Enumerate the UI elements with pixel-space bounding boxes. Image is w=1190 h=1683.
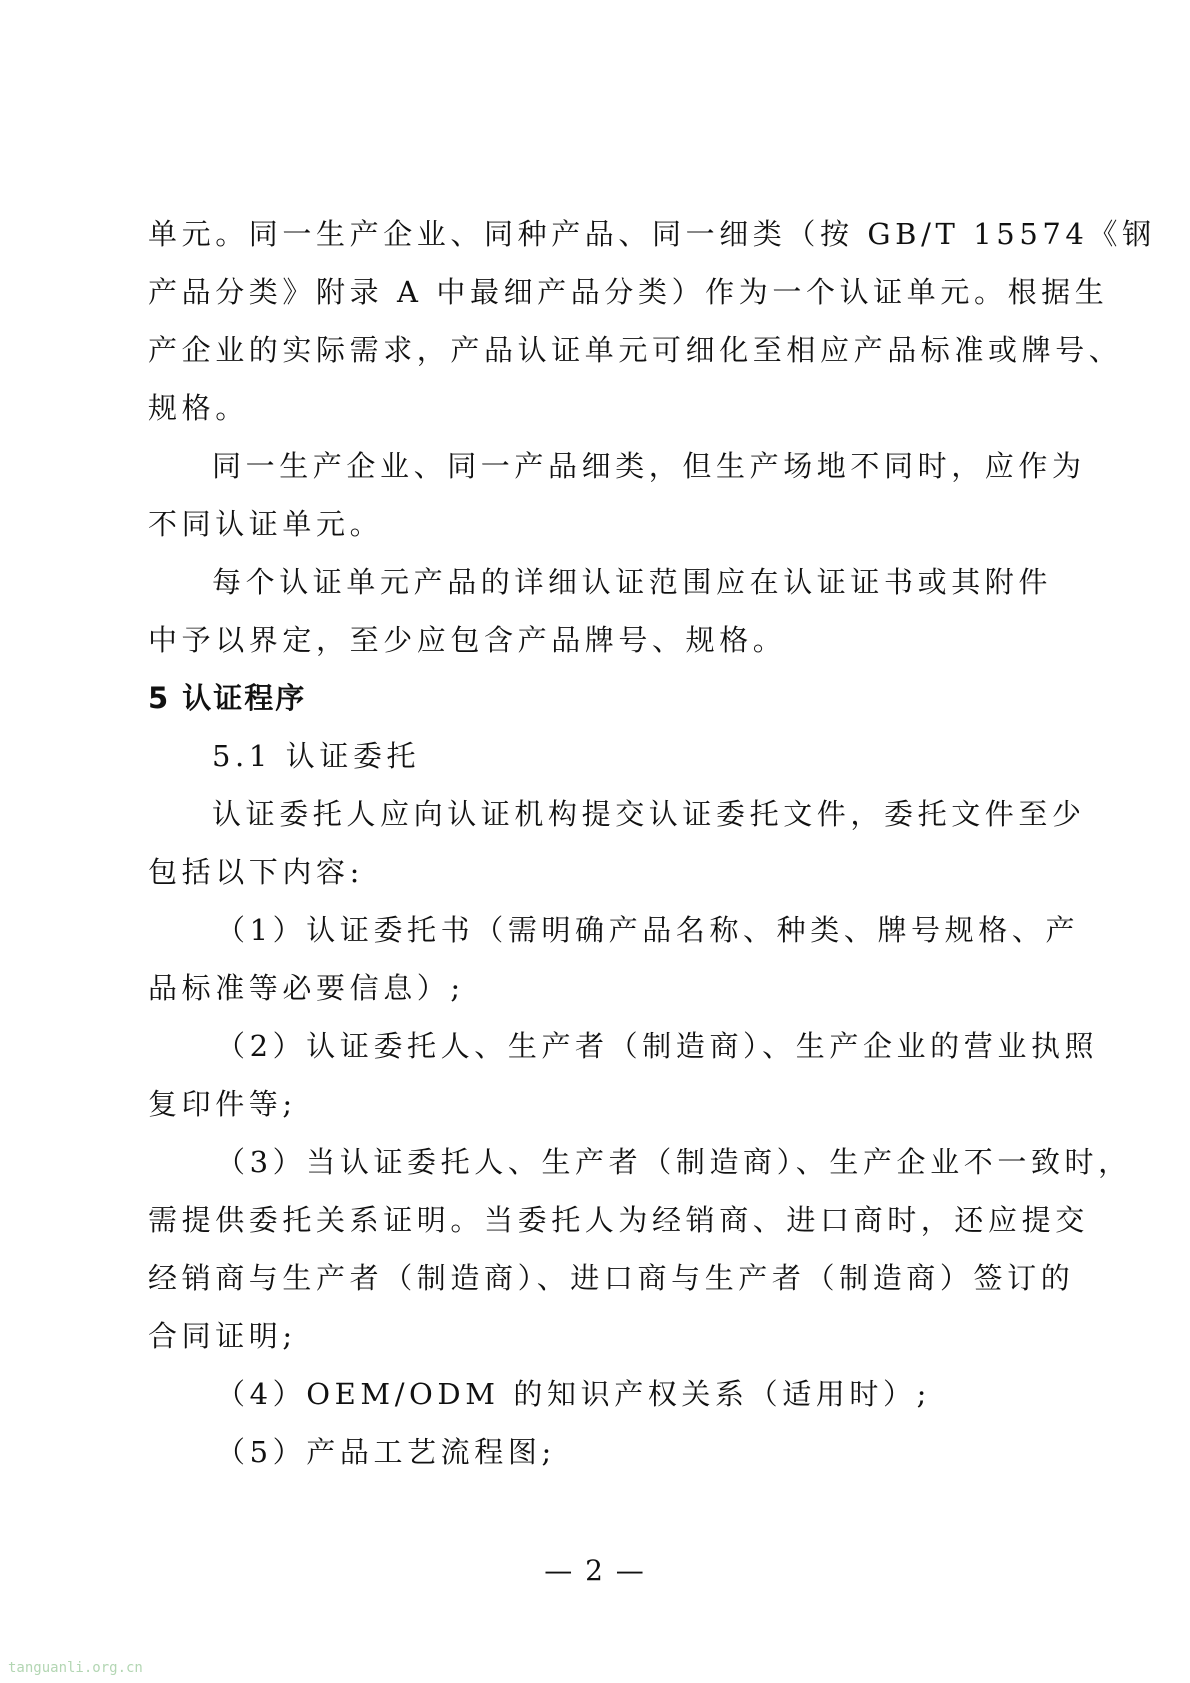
list-item-line: 复印件等; bbox=[148, 1087, 297, 1121]
paragraph-line: 中予以界定，至少应包含产品牌号、规格。 bbox=[148, 623, 787, 657]
paragraph-line: 每个认证单元产品的详细认证范围应在认证证书或其附件 bbox=[212, 565, 1053, 599]
paragraph-line: 认证委托人应向认证机构提交认证委托文件，委托文件至少 bbox=[212, 797, 1086, 831]
paragraph-line: 不同认证单元。 bbox=[148, 507, 384, 541]
page-number: — 2 — bbox=[544, 1554, 646, 1587]
section-heading: 5 认证程序 bbox=[148, 681, 307, 715]
list-item-line: 品标准等必要信息）; bbox=[148, 971, 465, 1005]
list-item-line: （1）认证委托书（需明确产品名称、种类、牌号规格、产 bbox=[216, 913, 1080, 947]
list-item-line: （4）OEM/ODM 的知识产权关系（适用时）; bbox=[216, 1377, 931, 1411]
list-item-line: 经销商与生产者（制造商）、进口商与生产者（制造商）签订的 bbox=[148, 1261, 1075, 1295]
paragraph-line: 规格。 bbox=[148, 391, 249, 425]
list-item-line: 需提供委托关系证明。当委托人为经销商、进口商时，还应提交 bbox=[148, 1203, 1089, 1237]
paragraph-line: 产品分类》附录 A 中最细产品分类）作为一个认证单元。根据生 bbox=[148, 275, 1109, 309]
list-item-line: （2）认证委托人、生产者（制造商）、生产企业的营业执照 bbox=[216, 1029, 1099, 1063]
list-item-line: （3）当认证委托人、生产者（制造商）、生产企业不一致时， bbox=[216, 1145, 1132, 1179]
watermark: tanguanli.org.cn bbox=[8, 1660, 143, 1676]
list-item-line: 合同证明; bbox=[148, 1319, 297, 1353]
paragraph-line: 产企业的实际需求，产品认证单元可细化至相应产品标准或牌号、 bbox=[148, 333, 1123, 367]
paragraph-line: 包括以下内容: bbox=[148, 855, 364, 889]
list-item-line: （5）产品工艺流程图; bbox=[216, 1435, 556, 1469]
paragraph-line: 单元。同一生产企业、同种产品、同一细类（按 GB/T 15574《钢 bbox=[148, 217, 1156, 251]
paragraph-line: 同一生产企业、同一产品细类，但生产场地不同时，应作为 bbox=[212, 449, 1086, 483]
subsection-heading: 5.1 认证委托 bbox=[212, 739, 421, 773]
